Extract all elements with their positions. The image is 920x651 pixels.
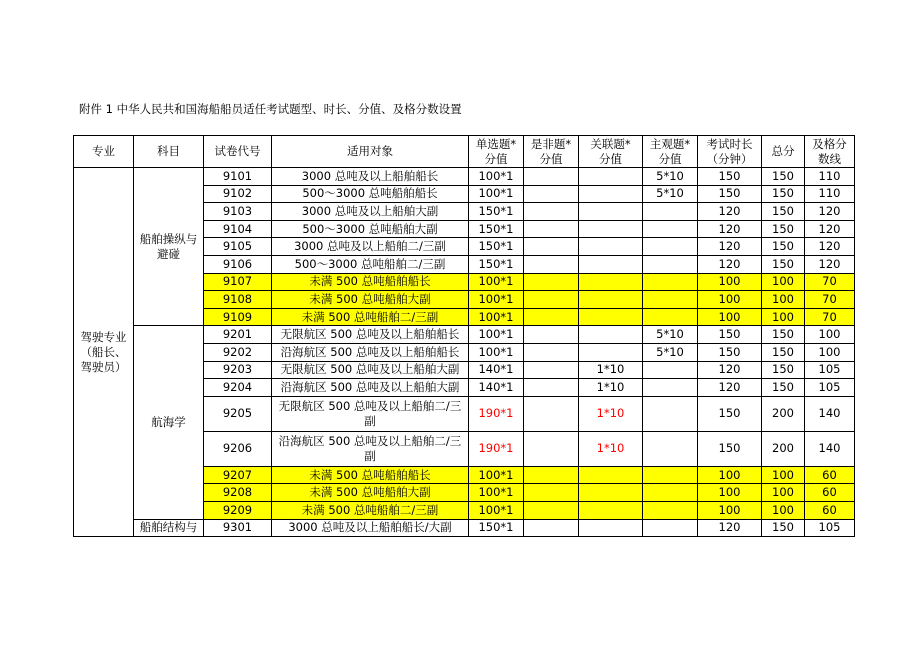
total-cell: 150 xyxy=(762,379,805,397)
table-row xyxy=(74,168,855,186)
linked-cell xyxy=(579,501,643,519)
linked-cell xyxy=(579,203,643,221)
subjective-cell: 5*10 xyxy=(643,185,698,203)
paper-code-cell: 9208 xyxy=(204,484,272,502)
pass-mark-cell: 70 xyxy=(805,308,855,326)
pass-mark-cell: 105 xyxy=(805,361,855,379)
single-choice-cell: 100*1 xyxy=(469,291,524,309)
subject-cell: 船舶操纵与 避碰 xyxy=(134,168,204,326)
total-cell: 100 xyxy=(762,501,805,519)
duration-cell: 150 xyxy=(698,431,762,466)
pass-mark-cell: 100 xyxy=(805,326,855,344)
total-cell: 200 xyxy=(762,396,805,431)
true-false-cell xyxy=(524,501,579,519)
target-cell: 未满 500 总吨船舶二/三副 xyxy=(272,308,469,326)
paper-code-cell: 9206 xyxy=(204,431,272,466)
true-false-cell xyxy=(524,238,579,256)
pass-mark-cell: 120 xyxy=(805,255,855,273)
subjective-cell xyxy=(643,379,698,397)
total-cell: 100 xyxy=(762,308,805,326)
table-row xyxy=(74,519,855,537)
subjective-cell xyxy=(643,203,698,221)
paper-code-cell: 9201 xyxy=(204,326,272,344)
linked-cell xyxy=(579,168,643,186)
subjective-cell xyxy=(643,431,698,466)
total-cell: 150 xyxy=(762,255,805,273)
true-false-cell xyxy=(524,273,579,291)
linked-cell: 1*10 xyxy=(579,379,643,397)
header-row xyxy=(74,136,855,168)
target-cell: 无限航区 500 总吨及以上船舶大副 xyxy=(272,361,469,379)
pass-mark-cell: 60 xyxy=(805,484,855,502)
true-false-cell xyxy=(524,396,579,431)
pass-mark-cell: 70 xyxy=(805,273,855,291)
linked-cell xyxy=(579,519,643,537)
header-specialty: 专业 xyxy=(74,136,134,168)
true-false-cell xyxy=(524,361,579,379)
linked-cell xyxy=(579,466,643,484)
pass-mark-cell: 105 xyxy=(805,519,855,537)
linked-cell xyxy=(579,343,643,361)
total-cell: 150 xyxy=(762,220,805,238)
target-cell: 3000 总吨及以上船舶二/三副 xyxy=(272,238,469,256)
target-cell: 3000 总吨及以上船舶船长/大副 xyxy=(272,519,469,537)
subjective-cell xyxy=(643,220,698,238)
true-false-cell xyxy=(524,431,579,466)
duration-cell: 120 xyxy=(698,379,762,397)
header-subjective: 主观题* 分值 xyxy=(643,136,698,168)
linked-cell xyxy=(579,273,643,291)
single-choice-cell: 190*1 xyxy=(469,396,524,431)
single-choice-cell: 100*1 xyxy=(469,273,524,291)
header-total: 总分 xyxy=(762,136,805,168)
subjective-cell xyxy=(643,501,698,519)
duration-cell: 120 xyxy=(698,203,762,221)
paper-code-cell: 9104 xyxy=(204,220,272,238)
target-cell: 无限航区 500 总吨及以上船舶二/三 副 xyxy=(272,396,469,431)
duration-cell: 100 xyxy=(698,273,762,291)
single-choice-cell: 190*1 xyxy=(469,431,524,466)
target-cell: 3000 总吨及以上船舶船长 xyxy=(272,168,469,186)
single-choice-cell: 150*1 xyxy=(469,220,524,238)
paper-code-cell: 9204 xyxy=(204,379,272,397)
header-duration: 考试时长 （分钟） xyxy=(698,136,762,168)
target-cell: 500～3000 总吨船舶船长 xyxy=(272,185,469,203)
specialty-cell: 驾驶专业 （船长、 驾驶员） xyxy=(74,168,134,537)
single-choice-cell: 150*1 xyxy=(469,255,524,273)
single-choice-cell: 100*1 xyxy=(469,343,524,361)
pass-mark-cell: 120 xyxy=(805,238,855,256)
pass-mark-cell: 60 xyxy=(805,501,855,519)
subjective-cell xyxy=(643,484,698,502)
subjective-cell xyxy=(643,291,698,309)
true-false-cell xyxy=(524,168,579,186)
target-cell: 沿海航区 500 总吨及以上船舶二/三 副 xyxy=(272,431,469,466)
target-cell: 无限航区 500 总吨及以上船舶船长 xyxy=(272,326,469,344)
subjective-cell: 5*10 xyxy=(643,326,698,344)
single-choice-cell: 140*1 xyxy=(469,379,524,397)
target-cell: 500～3000 总吨船舶二/三副 xyxy=(272,255,469,273)
subjective-cell: 5*10 xyxy=(643,343,698,361)
subjective-cell xyxy=(643,273,698,291)
linked-cell xyxy=(579,255,643,273)
target-cell: 未满 500 总吨船舶二/三副 xyxy=(272,501,469,519)
subjective-cell xyxy=(643,361,698,379)
true-false-cell xyxy=(524,519,579,537)
paper-code-cell: 9106 xyxy=(204,255,272,273)
true-false-cell xyxy=(524,203,579,221)
target-cell: 3000 总吨及以上船舶大副 xyxy=(272,203,469,221)
total-cell: 150 xyxy=(762,203,805,221)
pass-mark-cell: 100 xyxy=(805,343,855,361)
duration-cell: 120 xyxy=(698,255,762,273)
linked-cell xyxy=(579,484,643,502)
linked-cell xyxy=(579,326,643,344)
true-false-cell xyxy=(524,185,579,203)
duration-cell: 150 xyxy=(698,396,762,431)
subjective-cell xyxy=(643,466,698,484)
total-cell: 150 xyxy=(762,361,805,379)
true-false-cell xyxy=(524,220,579,238)
linked-cell: 1*10 xyxy=(579,396,643,431)
total-cell: 150 xyxy=(762,168,805,186)
single-choice-cell: 100*1 xyxy=(469,185,524,203)
table-body xyxy=(74,168,855,537)
single-choice-cell: 100*1 xyxy=(469,308,524,326)
total-cell: 100 xyxy=(762,273,805,291)
subjective-cell: 5*10 xyxy=(643,168,698,186)
true-false-cell xyxy=(524,379,579,397)
pass-mark-cell: 120 xyxy=(805,203,855,221)
duration-cell: 120 xyxy=(698,238,762,256)
true-false-cell xyxy=(524,343,579,361)
total-cell: 200 xyxy=(762,431,805,466)
paper-code-cell: 9203 xyxy=(204,361,272,379)
target-cell: 未满 500 总吨船舶船长 xyxy=(272,466,469,484)
true-false-cell xyxy=(524,308,579,326)
single-choice-cell: 150*1 xyxy=(469,238,524,256)
pass-mark-cell: 105 xyxy=(805,379,855,397)
paper-code-cell: 9301 xyxy=(204,519,272,537)
linked-cell xyxy=(579,308,643,326)
target-cell: 沿海航区 500 总吨及以上船舶大副 xyxy=(272,379,469,397)
duration-cell: 150 xyxy=(698,168,762,186)
linked-cell xyxy=(579,291,643,309)
duration-cell: 120 xyxy=(698,220,762,238)
paper-code-cell: 9101 xyxy=(204,168,272,186)
pass-mark-cell: 70 xyxy=(805,291,855,309)
duration-cell: 100 xyxy=(698,466,762,484)
header-subject: 科目 xyxy=(134,136,204,168)
pass-mark-cell: 120 xyxy=(805,220,855,238)
paper-code-cell: 9108 xyxy=(204,291,272,309)
duration-cell: 150 xyxy=(698,185,762,203)
total-cell: 150 xyxy=(762,238,805,256)
single-choice-cell: 100*1 xyxy=(469,326,524,344)
single-choice-cell: 150*1 xyxy=(469,203,524,221)
paper-code-cell: 9109 xyxy=(204,308,272,326)
duration-cell: 100 xyxy=(698,484,762,502)
single-choice-cell: 100*1 xyxy=(469,484,524,502)
total-cell: 150 xyxy=(762,185,805,203)
total-cell: 100 xyxy=(762,484,805,502)
paper-code-cell: 9207 xyxy=(204,466,272,484)
paper-code-cell: 9205 xyxy=(204,396,272,431)
subjective-cell xyxy=(643,308,698,326)
total-cell: 150 xyxy=(762,519,805,537)
single-choice-cell: 100*1 xyxy=(469,168,524,186)
header-single-choice: 单选题* 分值 xyxy=(469,136,524,168)
table-row xyxy=(74,326,855,344)
subjective-cell xyxy=(643,519,698,537)
target-cell: 沿海航区 500 总吨及以上船舶船长 xyxy=(272,343,469,361)
target-cell: 未满 500 总吨船舶大副 xyxy=(272,291,469,309)
true-false-cell xyxy=(524,466,579,484)
paper-code-cell: 9102 xyxy=(204,185,272,203)
single-choice-cell: 100*1 xyxy=(469,466,524,484)
subjective-cell xyxy=(643,238,698,256)
linked-cell xyxy=(579,238,643,256)
linked-cell: 1*10 xyxy=(579,361,643,379)
linked-cell: 1*10 xyxy=(579,431,643,466)
single-choice-cell: 140*1 xyxy=(469,361,524,379)
paper-code-cell: 9103 xyxy=(204,203,272,221)
target-cell: 未满 500 总吨船舶大副 xyxy=(272,484,469,502)
paper-code-cell: 9105 xyxy=(204,238,272,256)
header-paper-code: 试卷代号 xyxy=(204,136,272,168)
total-cell: 150 xyxy=(762,326,805,344)
total-cell: 100 xyxy=(762,466,805,484)
subjective-cell xyxy=(643,255,698,273)
total-cell: 150 xyxy=(762,343,805,361)
true-false-cell xyxy=(524,255,579,273)
total-cell: 100 xyxy=(762,291,805,309)
header-true-false: 是非题* 分值 xyxy=(524,136,579,168)
linked-cell xyxy=(579,220,643,238)
linked-cell xyxy=(579,185,643,203)
duration-cell: 150 xyxy=(698,326,762,344)
target-cell: 未满 500 总吨船舶船长 xyxy=(272,273,469,291)
pass-mark-cell: 110 xyxy=(805,185,855,203)
pass-mark-cell: 140 xyxy=(805,396,855,431)
duration-cell: 100 xyxy=(698,501,762,519)
paper-code-cell: 9202 xyxy=(204,343,272,361)
pass-mark-cell: 110 xyxy=(805,168,855,186)
exam-settings-table xyxy=(73,135,855,537)
true-false-cell xyxy=(524,484,579,502)
duration-cell: 120 xyxy=(698,361,762,379)
target-cell: 500～3000 总吨船舶大副 xyxy=(272,220,469,238)
subject-cell: 航海学 xyxy=(134,326,204,519)
duration-cell: 100 xyxy=(698,291,762,309)
duration-cell: 100 xyxy=(698,308,762,326)
header-pass-mark: 及格分 数线 xyxy=(805,136,855,168)
paper-code-cell: 9107 xyxy=(204,273,272,291)
pass-mark-cell: 60 xyxy=(805,466,855,484)
header-target: 适用对象 xyxy=(272,136,469,168)
document-title: 附件 1 中华人民共和国海船船员适任考试题型、时长、分值、及格分数设置 xyxy=(79,102,462,116)
duration-cell: 150 xyxy=(698,343,762,361)
true-false-cell xyxy=(524,326,579,344)
paper-code-cell: 9209 xyxy=(204,501,272,519)
pass-mark-cell: 140 xyxy=(805,431,855,466)
subjective-cell xyxy=(643,396,698,431)
single-choice-cell: 150*1 xyxy=(469,519,524,537)
duration-cell: 120 xyxy=(698,519,762,537)
subject-cell: 船舶结构与 xyxy=(134,519,204,537)
header-linked: 关联题* 分值 xyxy=(579,136,643,168)
single-choice-cell: 100*1 xyxy=(469,501,524,519)
true-false-cell xyxy=(524,291,579,309)
